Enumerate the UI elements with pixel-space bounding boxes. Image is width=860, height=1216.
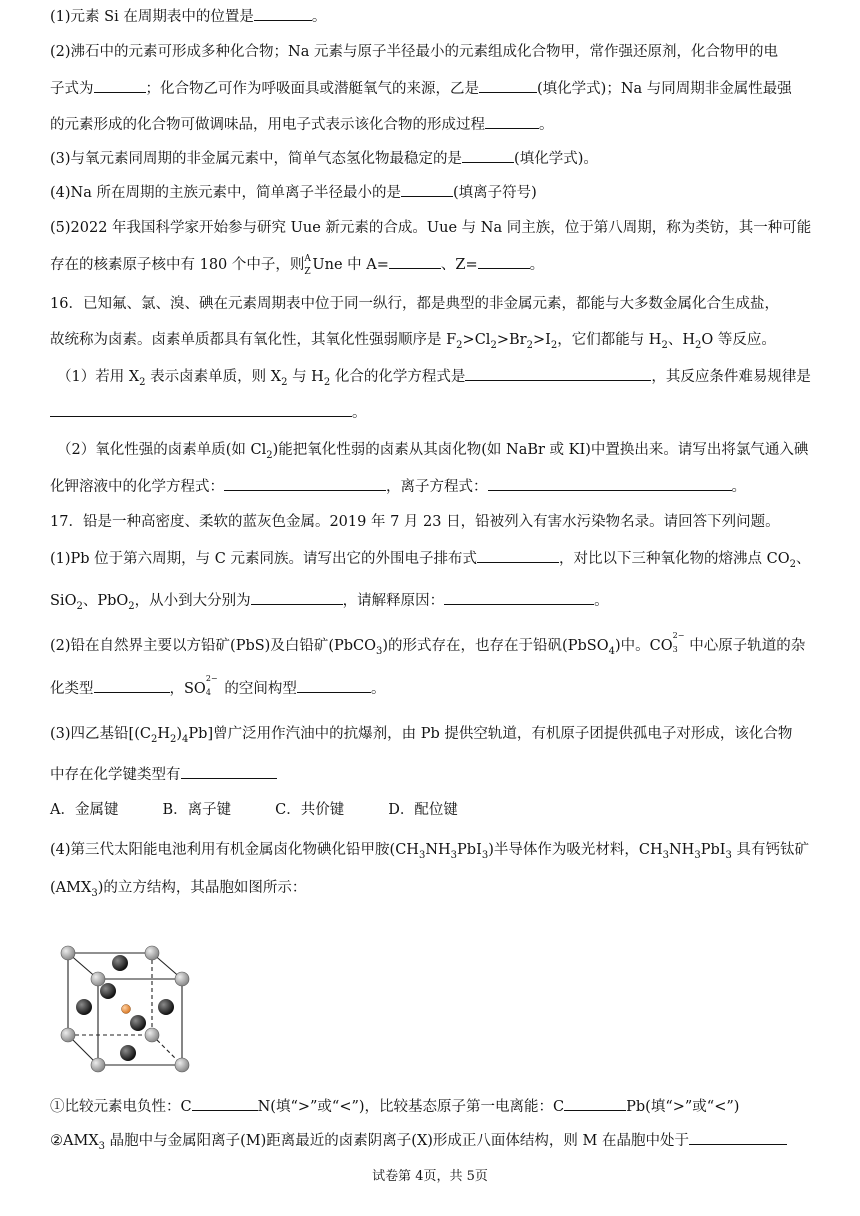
q17-sub1: ①比较元素电负性：C N(填“>”或“<”)，比较基态原子第一电离能：C Pb(填“>”或“<”): [50, 1096, 739, 1117]
option-d[interactable]: D．配位键: [388, 802, 458, 818]
answer-blank[interactable]: [401, 182, 453, 197]
answer-blank[interactable]: [94, 78, 146, 93]
answer-blank[interactable]: [465, 366, 651, 381]
face-atom: [130, 1015, 146, 1031]
q15-part5-line1: (5)2022 年我国科学家开始参与研究 Uue 新元素的合成。Uue 与 Na 同主族，位于第八周期，称为类钫，其一种可能: [50, 220, 812, 236]
option-b[interactable]: B．离子键: [162, 802, 232, 818]
q16-part2-line1: （2）氧化性强的卤素单质(如 $Cl_2$)能把氧化性弱的卤素从其卤化物(如 NaBr 或 KI)中置换出来。请写出将氯气通入碘: [57, 442, 809, 461]
q17-part1-line2: SiO$_2$、PbO$_2$，从小到大分别为 ，请解释原因： 。: [50, 590, 609, 611]
q17-part3-line1: (3)四乙基铅$[(C_2H_2)_4Pb]$曾广泛用作汽油中的抗爆剂，由 Pb 提供空轨道，有机原子团提供孤电子对形成，该化合物: [50, 726, 793, 745]
answer-blank[interactable]: [297, 678, 371, 693]
q17-intro: 17．铅是一种高密度、柔软的蓝灰色金属。2019 年 7 月 23 日，铅被列入有害水污染物名录。请回答下列问题。: [50, 514, 780, 530]
corner-atom: [145, 1028, 159, 1042]
q17-part4-line2: $(AMX_3)$的立方结构，其晶胞如图所示：: [50, 880, 307, 899]
answer-blank[interactable]: [462, 148, 514, 163]
option-c[interactable]: C．共价键: [275, 802, 345, 818]
perovskite-unit-cell-figure: [50, 935, 200, 1083]
body-center-atom: [122, 1005, 131, 1014]
q15-part5-line2: 存在的核素原子核中有 180 个中子，则 A Z Une 中 A= 、Z= 。: [50, 254, 545, 277]
q16-part1-line1: （1）若用 $X_2$ 表示卤素单质，则 $X_2$ 与 $H_2$ 化合的化学方程式是 ，其反应条件难易规律是: [57, 366, 811, 387]
face-atom: [76, 999, 92, 1015]
q16-part2-line2: 化钾溶液中的化学方程式： ，离子方程式： 。: [50, 476, 746, 497]
q16-intro-line2: 故统称为卤素。卤素单质都具有氧化性，其氧化性强弱顺序是 $F_2>Cl_2>Br_2>I_2$，它们都能与 $H_2$、$H_2O$ 等反应。: [50, 332, 776, 351]
q15-part2-line3: 的元素形成的化合物可做调味品，用电子式表示该化合物的形成过程 。: [50, 114, 554, 135]
corner-atom: [61, 946, 75, 960]
answer-blank[interactable]: [181, 764, 277, 779]
q16-intro-line1: 16．已知氟、氯、溴、碘在元素周期表中位于同一纵行，都是典型的非金属元素，都能与大多数金属化合生成盐，: [50, 296, 779, 312]
q15-part4: (4)Na 所在周期的主族元素中，简单离子半径最小的是 (填离子符号): [50, 182, 537, 203]
face-atom: [100, 983, 116, 999]
q15-part1: (1)元素 Si 在周期表中的位置是 。: [50, 6, 326, 27]
answer-blank[interactable]: [564, 1096, 626, 1111]
face-atom: [112, 955, 128, 971]
answer-blank[interactable]: [50, 402, 352, 417]
q17-options: [50, 800, 502, 820]
corner-atom: [175, 1058, 189, 1072]
answer-blank[interactable]: [488, 476, 732, 491]
answer-blank[interactable]: [94, 678, 170, 693]
corner-atom: [145, 946, 159, 960]
q15-part3: (3)与氧元素同周期的非金属元素中，简单气态氢化物最稳定的是 (填化学式)。: [50, 148, 598, 169]
q15-part2-line2: 子式为 ；化合物乙可作为呼吸面具或潜艇氧气的来源，乙是 (填化学式)；Na 与同周期非金属性最强: [50, 78, 792, 99]
nuclide-notation: A Z: [304, 254, 311, 277]
face-atom: [120, 1045, 136, 1061]
answer-blank[interactable]: [689, 1130, 787, 1145]
q17-part4-line1: (4)第三代太阳能电池利用有机金属卤化物碘化铅甲胺$(CH_3NH_3PbI_3)$半导体作为吸光材料，$CH_3NH_3PbI_3$ 具有钙钛矿: [50, 842, 809, 861]
corner-atom: [61, 1028, 75, 1042]
q16-part1-line2: 。: [50, 402, 367, 423]
answer-blank[interactable]: [485, 114, 539, 129]
answer-blank[interactable]: [444, 590, 594, 605]
answer-blank[interactable]: [389, 254, 441, 269]
q17-part3-line2: 中存在化学键类型有: [50, 764, 277, 785]
corner-atom: [175, 972, 189, 986]
page-footer: 试卷第 4页，共 5页: [372, 1169, 488, 1184]
corner-atom: [91, 972, 105, 986]
q17-part2-line2: 化类型 ，SO 2− 4 的空间构型 。: [50, 674, 386, 697]
corner-atom: [91, 1058, 105, 1072]
option-a[interactable]: A．金属键: [50, 802, 119, 818]
answer-blank[interactable]: [192, 1096, 258, 1111]
answer-blank[interactable]: [251, 590, 343, 605]
answer-blank[interactable]: [479, 78, 537, 93]
answer-blank[interactable]: [477, 548, 559, 563]
q17-part2-line1: (2)铅在自然界主要以方铅矿(PbS)及白铅矿(PbCO$_3$)的形式存在，也存在于铅矾(PbSO$_4$)中。CO 2− 3 中心原子轨道的杂: [50, 631, 806, 657]
answer-blank[interactable]: [478, 254, 530, 269]
answer-blank[interactable]: [254, 6, 312, 21]
q17-sub2: $②AMX_3$ 晶胞中与金属阳离子(M)距离最近的卤素阴离子(X)形成正八面体结构，则 M 在晶胞中处于: [50, 1130, 787, 1151]
q15-part2-line1: (2)沸石中的元素可形成多种化合物；Na 元素与原子半径最小的元素组成化合物甲，常作强还原剂，化合物甲的电: [50, 44, 778, 60]
answer-blank[interactable]: [224, 476, 386, 491]
q17-part1-line1: (1)Pb 位于第六周期，与 C 元素同族。请写出它的外围电子排布式 ，对比以下三种氧化物的熔沸点 $CO_2$、: [50, 548, 810, 569]
face-atom: [158, 999, 174, 1015]
